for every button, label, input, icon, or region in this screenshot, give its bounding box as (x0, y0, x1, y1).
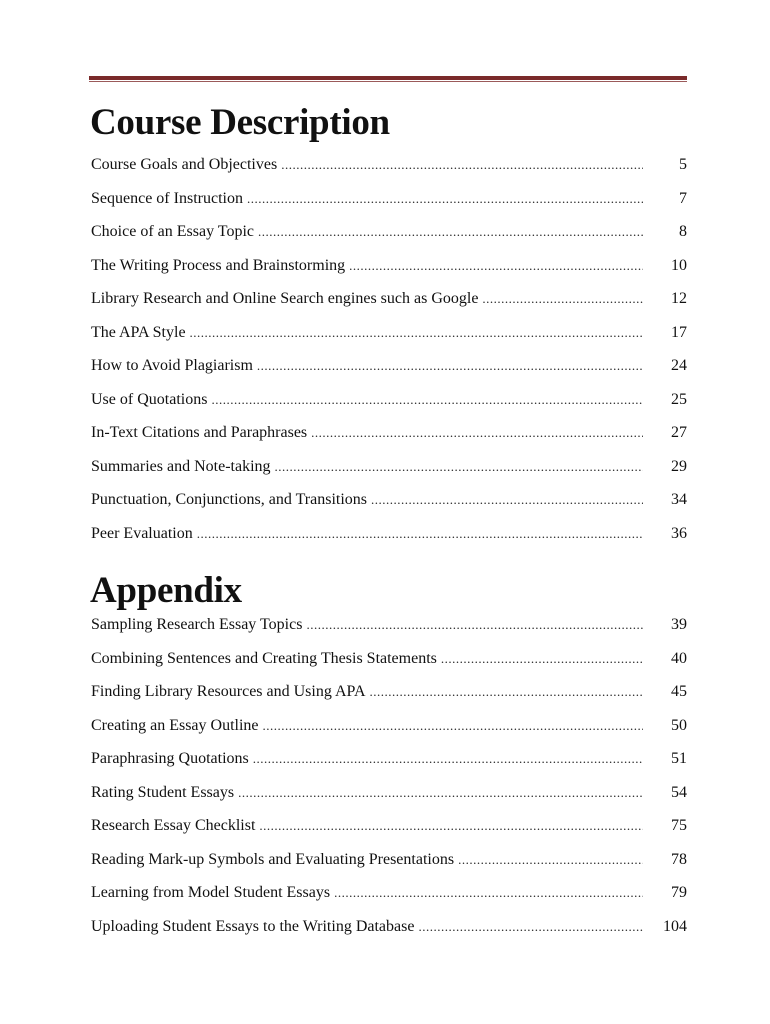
toc-entry-title: Paraphrasing Quotations (91, 750, 249, 767)
dot-leader (418, 917, 643, 937)
toc-entry-page: 29 (671, 457, 687, 475)
dot-leader (441, 649, 643, 669)
toc-entry-page: 27 (671, 424, 687, 441)
toc-entry-title: Sampling Research Essay Topics (91, 616, 303, 633)
course-description-heading: Course Description (90, 102, 390, 143)
dot-leader (253, 749, 643, 769)
toc-entry-title: Punctuation, Conjunctions, and Transitions (91, 491, 368, 508)
toc-entry-title: Reading Mark-up Symbols and Evaluating Presentations (91, 850, 455, 868)
toc-entry[interactable] (91, 390, 687, 424)
toc-entry-page: 7 (679, 189, 687, 207)
dot-leader (211, 390, 643, 410)
dot-leader (370, 682, 643, 702)
toc-entry-page: 39 (671, 616, 687, 633)
toc-entry[interactable] (91, 222, 687, 256)
dot-leader (259, 816, 643, 836)
dot-leader (311, 423, 643, 443)
toc-entry[interactable] (91, 783, 687, 817)
toc-entry-page: 40 (671, 649, 687, 667)
toc-entry-page: 5 (679, 156, 687, 173)
toc-entry-title: Combining Sentences and Creating Thesis Statements (91, 649, 437, 667)
toc-entry-title: Choice of an Essay Topic (91, 223, 254, 240)
toc-entry-title: Uploading Student Essays to the Writing Database (91, 917, 415, 935)
toc-entry[interactable] (91, 716, 687, 750)
toc-entry[interactable] (91, 615, 687, 649)
toc-entry-page: 10 (671, 256, 687, 274)
toc-entry-title: Rating Student Essays (91, 783, 235, 801)
dot-leader (275, 457, 643, 477)
toc-entry-title: Peer Evaluation (91, 524, 193, 542)
dot-leader (306, 615, 643, 635)
toc-entry-page: 78 (671, 850, 687, 868)
toc-entry[interactable] (91, 749, 687, 783)
dot-leader (349, 256, 643, 276)
toc-entry[interactable] (91, 682, 687, 716)
toc-entry[interactable] (91, 917, 687, 951)
toc-entry-page: 51 (671, 750, 687, 767)
toc-entry[interactable] (91, 323, 687, 357)
toc-entry-title: Creating an Essay Outline (91, 716, 259, 734)
toc-entry[interactable] (91, 289, 687, 323)
toc-entry[interactable] (91, 649, 687, 683)
toc-entry-title: Sequence of Instruction (91, 189, 243, 207)
toc-entry[interactable] (91, 457, 687, 491)
toc-entry-title: Finding Library Resources and Using APA (91, 683, 366, 700)
appendix-toc (91, 615, 687, 950)
toc-entry-title: Course Goals and Objectives (91, 156, 278, 173)
course-description-toc (91, 155, 687, 557)
header-rule (89, 76, 687, 80)
toc-entry[interactable] (91, 850, 687, 884)
toc-entry-page: 12 (671, 290, 687, 307)
dot-leader (197, 524, 643, 544)
toc-entry[interactable] (91, 423, 687, 457)
toc-entry-page: 24 (671, 357, 687, 374)
toc-entry-page: 79 (671, 884, 687, 901)
toc-entry-page: 45 (671, 683, 687, 700)
toc-entry[interactable] (91, 155, 687, 189)
toc-entry[interactable] (91, 356, 687, 390)
dot-leader (247, 189, 643, 209)
toc-entry[interactable] (91, 256, 687, 290)
dot-leader (334, 883, 643, 903)
appendix-heading: Appendix (90, 570, 242, 611)
dot-leader (257, 356, 643, 376)
toc-entry[interactable] (91, 189, 687, 223)
toc-entry[interactable] (91, 816, 687, 850)
toc-entry[interactable] (91, 490, 687, 524)
toc-entry-title: How to Avoid Plagiarism (91, 357, 253, 374)
toc-entry-title: Learning from Model Student Essays (91, 884, 331, 901)
toc-entry-page: 104 (663, 917, 687, 935)
toc-entry-page: 25 (671, 390, 687, 408)
toc-entry-page: 8 (679, 223, 687, 240)
toc-entry-page: 50 (671, 716, 687, 734)
toc-entry-title: Use of Quotations (91, 390, 208, 408)
dot-leader (258, 222, 643, 242)
toc-entry-page: 17 (671, 323, 687, 341)
dot-leader (281, 155, 643, 175)
dot-leader (458, 850, 643, 870)
toc-entry-page: 34 (671, 491, 687, 508)
toc-entry-title: Summaries and Note-taking (91, 457, 271, 475)
dot-leader (482, 289, 643, 309)
toc-entry-title: The APA Style (91, 323, 186, 341)
toc-entry-title: The Writing Process and Brainstorming (91, 256, 346, 274)
dot-leader (371, 490, 643, 510)
dot-leader (238, 783, 643, 803)
toc-entry-title: Library Research and Online Search engines such as Google (91, 290, 479, 307)
toc-entry-title: In-Text Citations and Paraphrases (91, 424, 308, 441)
toc-entry-title: Research Essay Checklist (91, 817, 256, 834)
toc-entry[interactable] (91, 524, 687, 558)
toc-entry[interactable] (91, 883, 687, 917)
toc-entry-page: 75 (671, 817, 687, 834)
toc-entry-page: 54 (671, 783, 687, 801)
toc-entry-page: 36 (671, 524, 687, 542)
dot-leader (190, 323, 643, 343)
dot-leader (263, 716, 643, 736)
